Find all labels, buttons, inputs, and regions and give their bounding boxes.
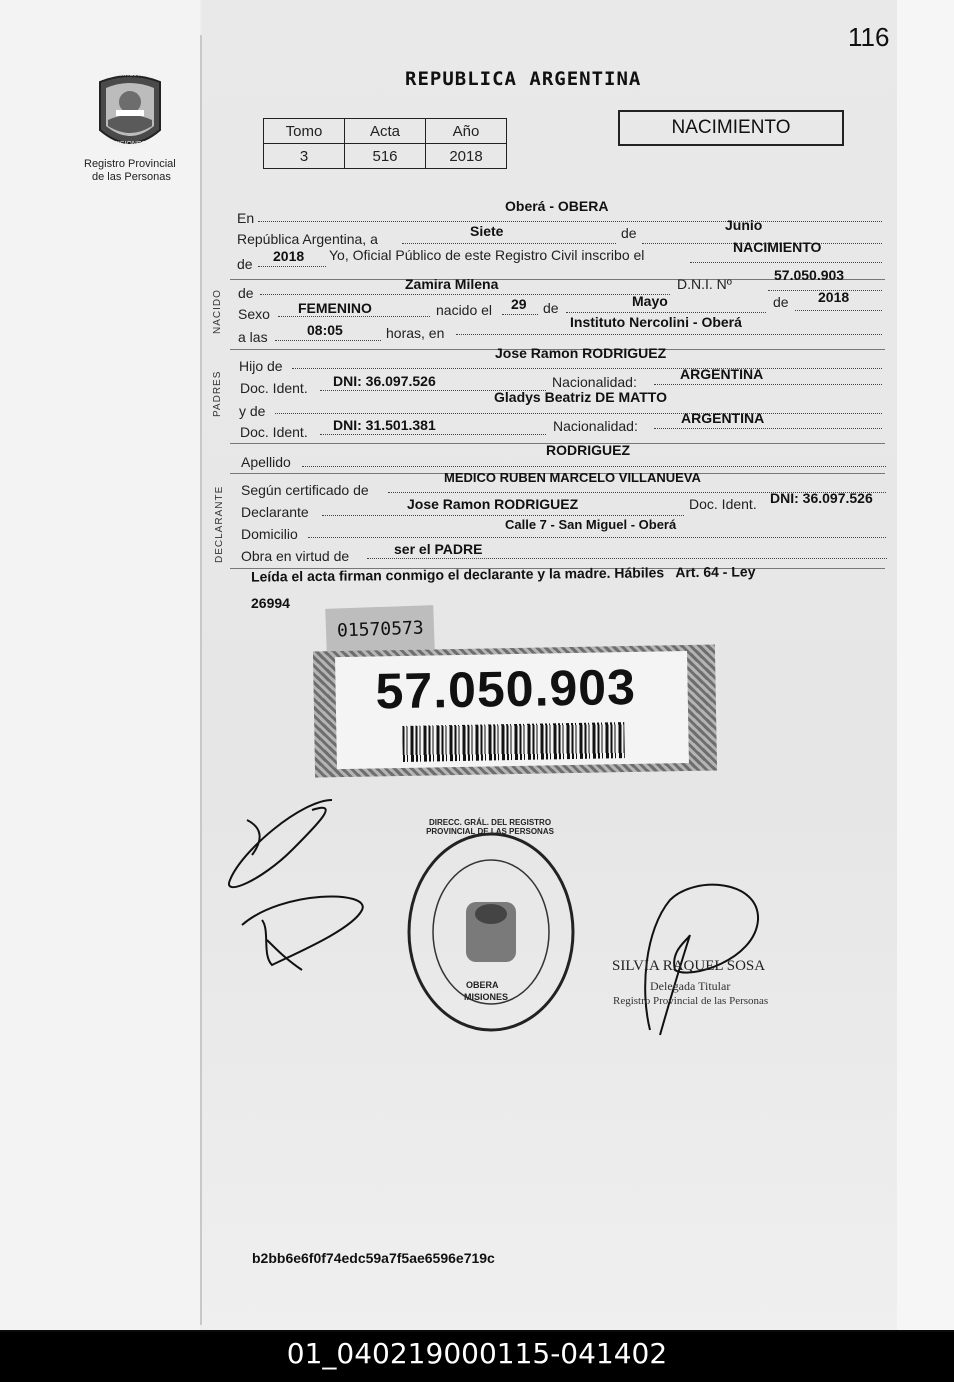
official-signature (630, 870, 770, 1040)
document-hash: b2bb6e6f0f74edc59a7f5ae6596e719c (252, 1250, 495, 1266)
label-apellido: Apellido (241, 454, 291, 470)
label-dni: D.N.I. Nº (677, 276, 732, 292)
registry-table (263, 118, 507, 169)
official-title: Delegada Titular (650, 979, 731, 993)
official-name: SILVIA RAQUEL SOSA (612, 958, 766, 974)
page-number: 116 (848, 22, 890, 52)
label-declarante: Declarante (241, 504, 309, 520)
child-dni: 57.050.903 (774, 267, 845, 283)
address: Calle 7 - San Miguel - Oberá (505, 517, 677, 532)
surname: RODRIGUEZ (546, 442, 630, 458)
label-de-month: de (543, 300, 559, 316)
birth-place: Instituto Nercolini - Oberá (570, 314, 742, 330)
label-doc-ident-2: Doc. Ident. (240, 424, 308, 440)
document-title: REPUBLICA ARGENTINA (405, 68, 642, 90)
father-doc: DNI: 36.097.526 (333, 373, 436, 389)
father-nationality: ARGENTINA (680, 366, 764, 382)
child-name: Zamira Milena (405, 276, 499, 292)
label-de-year2: de (773, 294, 789, 310)
closing-text-line2: 26994 (251, 595, 290, 611)
label-de: de (621, 225, 637, 241)
document-type: NACIMIENTO (671, 117, 791, 138)
birth-time: 08:05 (307, 322, 343, 338)
label-domicilio: Domicilio (241, 526, 298, 542)
birth-month: Mayo (632, 293, 668, 309)
closing-text-line1: Leída el acta firman conmigo el declarante y la madre. Hábiles Art. 64 - Ley (250, 563, 756, 585)
label-inscribo: Yo, Oficial Público de este Registro Civil inscribo el (329, 247, 645, 263)
label-republica: República Argentina, a (237, 231, 378, 247)
label-hijo-de: Hijo de (239, 358, 283, 374)
logo-caption-line1: Registro Provincial (84, 158, 176, 170)
declarant-name: Jose Ramon RODRIGUEZ (407, 496, 579, 512)
birth-year: 2018 (818, 289, 850, 305)
paper-margin-left (0, 0, 200, 1330)
barcode (402, 722, 625, 762)
capacity: ser el PADRE (394, 541, 483, 557)
act-year: 2018 (273, 248, 305, 264)
paper-edge (897, 0, 954, 1330)
table-header-acta: Acta (345, 119, 426, 144)
table-value-ano: 2018 (426, 144, 507, 169)
declarant-doc: DNI: 36.097.526 (770, 490, 873, 506)
label-doc-ident: Doc. Ident. (240, 380, 308, 396)
dni-sticker (313, 645, 717, 778)
serial-sticker (325, 605, 434, 653)
label-segun-certificado: Según certificado de (241, 482, 369, 498)
table-value-acta: 516 (345, 144, 426, 169)
label-horas-en: horas, en (386, 325, 445, 341)
declarant-signature (222, 780, 372, 980)
label-en: En (237, 210, 255, 226)
label-obra-en-virtud: Obra en virtud de (241, 548, 350, 564)
section-label-padres: PADRES (212, 370, 223, 417)
seal-inner-bottom: MISIONES (464, 992, 509, 1002)
label-nacionalidad-2: Nacionalidad: (553, 418, 638, 434)
document-type-box (618, 110, 844, 146)
label-a-las: a las (238, 329, 268, 345)
mother-doc: DNI: 31.501.381 (333, 417, 436, 433)
child-sex: FEMENINO (298, 300, 372, 316)
official-seal (404, 818, 579, 1035)
act-month: Junio (725, 217, 763, 233)
act-location: Oberá - OBERA (505, 198, 609, 214)
table-value-tomo: 3 (264, 144, 345, 169)
dni-sticker-label (335, 651, 689, 769)
table-header-ano: Año (426, 119, 507, 144)
seal-outer-text: DIRECC. GRÁL. DEL REGISTRO PROVINCIAL DE LAS PERSONAS (426, 818, 554, 836)
label-sexo: Sexo (238, 306, 270, 322)
logo-caption-line2: de las Personas (92, 171, 171, 183)
act-inscribo-value: NACIMIENTO (733, 239, 822, 255)
official-office: Registro Provincial de las Personas (613, 995, 769, 1007)
father-name: Jose Ramon RODRIGUEZ (495, 345, 667, 361)
section-label-nacido: NACIDO (212, 289, 223, 334)
label-doc-ident-declarante: Doc. Ident. (689, 496, 757, 512)
birth-day: 29 (511, 296, 527, 312)
act-day: Siete (470, 223, 504, 239)
logo-text-bottom: MISIONES (112, 141, 147, 148)
label-de-year: de (237, 256, 253, 272)
serial-number: 01570573 (336, 617, 425, 642)
mother-name: Gladys Beatriz DE MATTO (494, 389, 667, 405)
label-y-de: y de (239, 403, 266, 419)
section-label-declarante: DECLARANTE (214, 485, 225, 563)
logo-text-top: PROVINCIA DE (106, 72, 149, 78)
certificate-issuer: MEDICO RUBEN MARCELO VILLANUEVA (444, 470, 701, 485)
sticker-dni-number: 57.050.903 (375, 658, 637, 720)
label-de-name: de (238, 285, 254, 301)
file-identifier: 01_040219000115-041402 (0, 1332, 954, 1382)
seal-inner-top: OBERA (466, 980, 499, 990)
label-nacionalidad: Nacionalidad: (552, 374, 637, 390)
mother-nationality: ARGENTINA (681, 410, 765, 426)
label-nacido-el: nacido el (436, 302, 493, 318)
table-header-tomo: Tomo (264, 119, 345, 144)
